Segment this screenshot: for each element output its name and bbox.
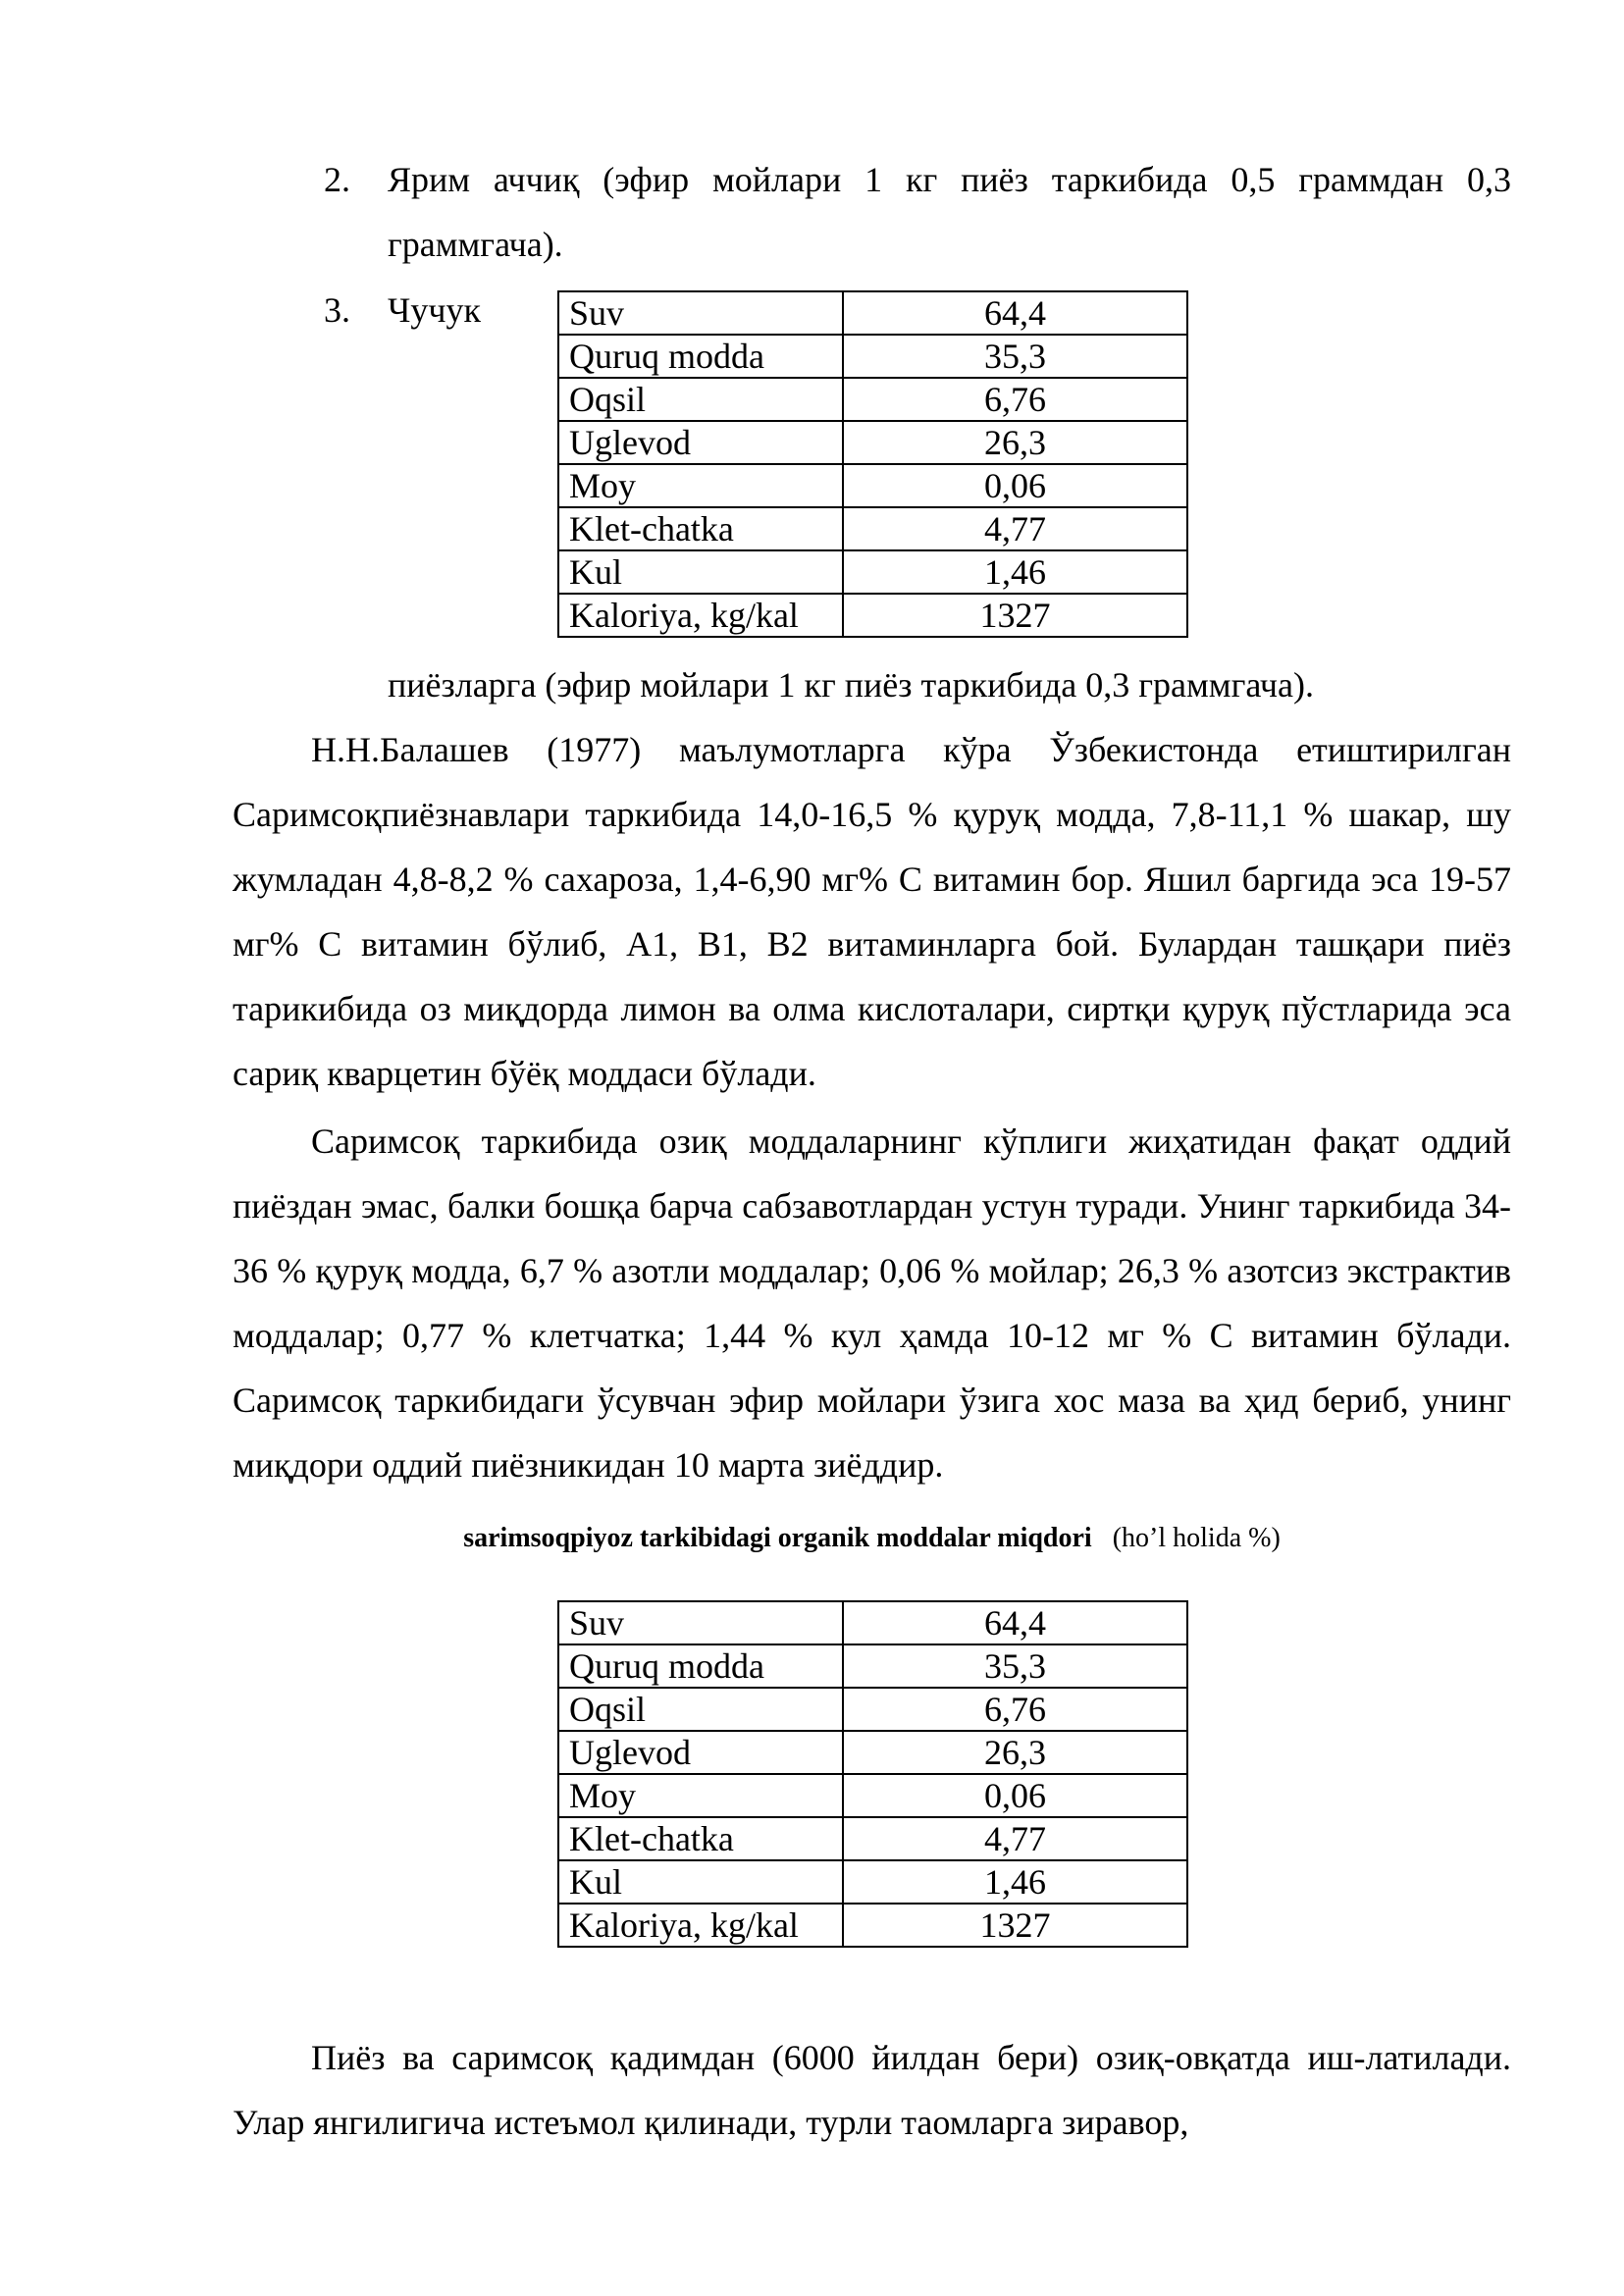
row-value: 0,06 — [843, 1774, 1187, 1817]
paragraph-balashev: Н.Н.Балашев (1977) маълумотларга кўра Ўзбекистонда етиштирилган Саримсоқпиёзнавлари таркибида 14,0-16,5 % қуруқ модда, 7,8-11,1 % шакар, шу жумладан 4,8-8,2 % сахароза, 1,4-6,90 мг% С витамин бор. Яшил баргида эса 19-57 мг% С витамин бўлиб, А1, В1, В2 витаминларга бой. Булардан ташқари пиёз тарикибида оз миқдорда лимон ва олма кислоталари, сиртқи қуруқ пўстларида эса сариқ кварцетин бўёқ моддаси бўлади. — [233, 730, 1511, 1093]
table-row — [558, 1644, 1187, 1688]
list-text — [388, 147, 1511, 277]
row-label: Suv — [558, 291, 843, 335]
list-line: Ярим аччиқ (эфир мойлари 1 кг пиёз таркибида 0,5 граммдан 0,3 — [388, 160, 1511, 199]
list-line: граммгача). — [388, 225, 563, 264]
table-row — [558, 421, 1187, 464]
table-row — [558, 1904, 1187, 1947]
table-row — [558, 378, 1187, 421]
row-value: 35,3 — [843, 1644, 1187, 1688]
row-value: 26,3 — [843, 421, 1187, 464]
row-value: 4,77 — [843, 1817, 1187, 1860]
caption-normal: (ho’l holida %) — [1112, 1523, 1281, 1553]
row-label: Suv — [558, 1601, 843, 1644]
paragraph-final: Пиёз ва саримсоқ қадимдан (6000 йилдан бери) озиқ-овқатда иш-латилади. Улар янгилигича истеъмол қилинади, турли таомларга зиравор, — [233, 2038, 1511, 2142]
list-item-2 — [0, 147, 1624, 277]
row-value: 1,46 — [843, 1860, 1187, 1904]
table-row — [558, 464, 1187, 507]
row-label: Klet-chatka — [558, 1817, 843, 1860]
table-row — [558, 335, 1187, 378]
row-label: Oqsil — [558, 378, 843, 421]
caption-bold: sarimsoqpiyoz tarkibidagi organik moddalar miqdori — [463, 1523, 1092, 1553]
row-label: Kul — [558, 550, 843, 594]
table-row — [558, 550, 1187, 594]
row-label: Kaloriya, kg/kal — [558, 1904, 843, 1947]
row-value: 35,3 — [843, 335, 1187, 378]
list-number: 3. — [324, 290, 350, 330]
row-value: 6,76 — [843, 1688, 1187, 1731]
after-table-line: пиёзларга (эфир мойлари 1 кг пиёз таркибида 0,3 граммгача). — [388, 665, 1314, 704]
row-label: Kaloriya, kg/kal — [558, 594, 843, 637]
row-label: Quruq modda — [558, 335, 843, 378]
row-value: 64,4 — [843, 291, 1187, 335]
row-label: Oqsil — [558, 1688, 843, 1731]
list-text: Чучук — [388, 290, 481, 330]
row-label: Uglevod — [558, 421, 843, 464]
row-value: 6,76 — [843, 378, 1187, 421]
row-value: 1,46 — [843, 550, 1187, 594]
row-label: Kul — [558, 1860, 843, 1904]
table-caption — [233, 1519, 1511, 1558]
table-row — [558, 1731, 1187, 1774]
row-label: Moy — [558, 464, 843, 507]
table-row — [558, 507, 1187, 550]
table-row — [558, 1688, 1187, 1731]
row-value: 1327 — [843, 1904, 1187, 1947]
row-value: 64,4 — [843, 1601, 1187, 1644]
table-body — [558, 1601, 1187, 1947]
row-label: Uglevod — [558, 1731, 843, 1774]
table-row — [558, 1601, 1187, 1644]
table-row — [558, 291, 1187, 335]
row-value: 0,06 — [843, 464, 1187, 507]
table-row — [558, 1774, 1187, 1817]
table-row — [558, 1817, 1187, 1860]
row-label: Quruq modda — [558, 1644, 843, 1688]
row-label: Klet-chatka — [558, 507, 843, 550]
row-label: Moy — [558, 1774, 843, 1817]
composition-table-2 — [557, 1600, 1188, 1948]
table-row — [558, 594, 1187, 637]
table-row — [558, 1860, 1187, 1904]
composition-table-1 — [557, 290, 1188, 638]
row-value: 4,77 — [843, 507, 1187, 550]
list-number: 2. — [324, 160, 350, 199]
row-value: 26,3 — [843, 1731, 1187, 1774]
table-body — [558, 291, 1187, 637]
row-value: 1327 — [843, 594, 1187, 637]
paragraph-garlic: Саримсоқ таркибида озиқ моддаларнинг кўплиги жиҳатидан фақат оддий пиёздан эмас, балки бошқа барча сабзавотлардан устун туради. Унинг таркибида 34-36 % қуруқ модда, 6,7 % азотли моддалар; 0,06 % мойлар; 26,3 % азотсиз экстрактив моддалар; 0,77 % клетчатка; 1,44 % кул ҳамда 10-12 мг % С витамин бўлади. Саримсоқ таркибидаги ўсувчан эфир мойлари ўзига хос маза ва ҳид бериб, унинг миқдори оддий пиёзникидан 10 марта зиёддир. — [233, 1122, 1511, 1485]
